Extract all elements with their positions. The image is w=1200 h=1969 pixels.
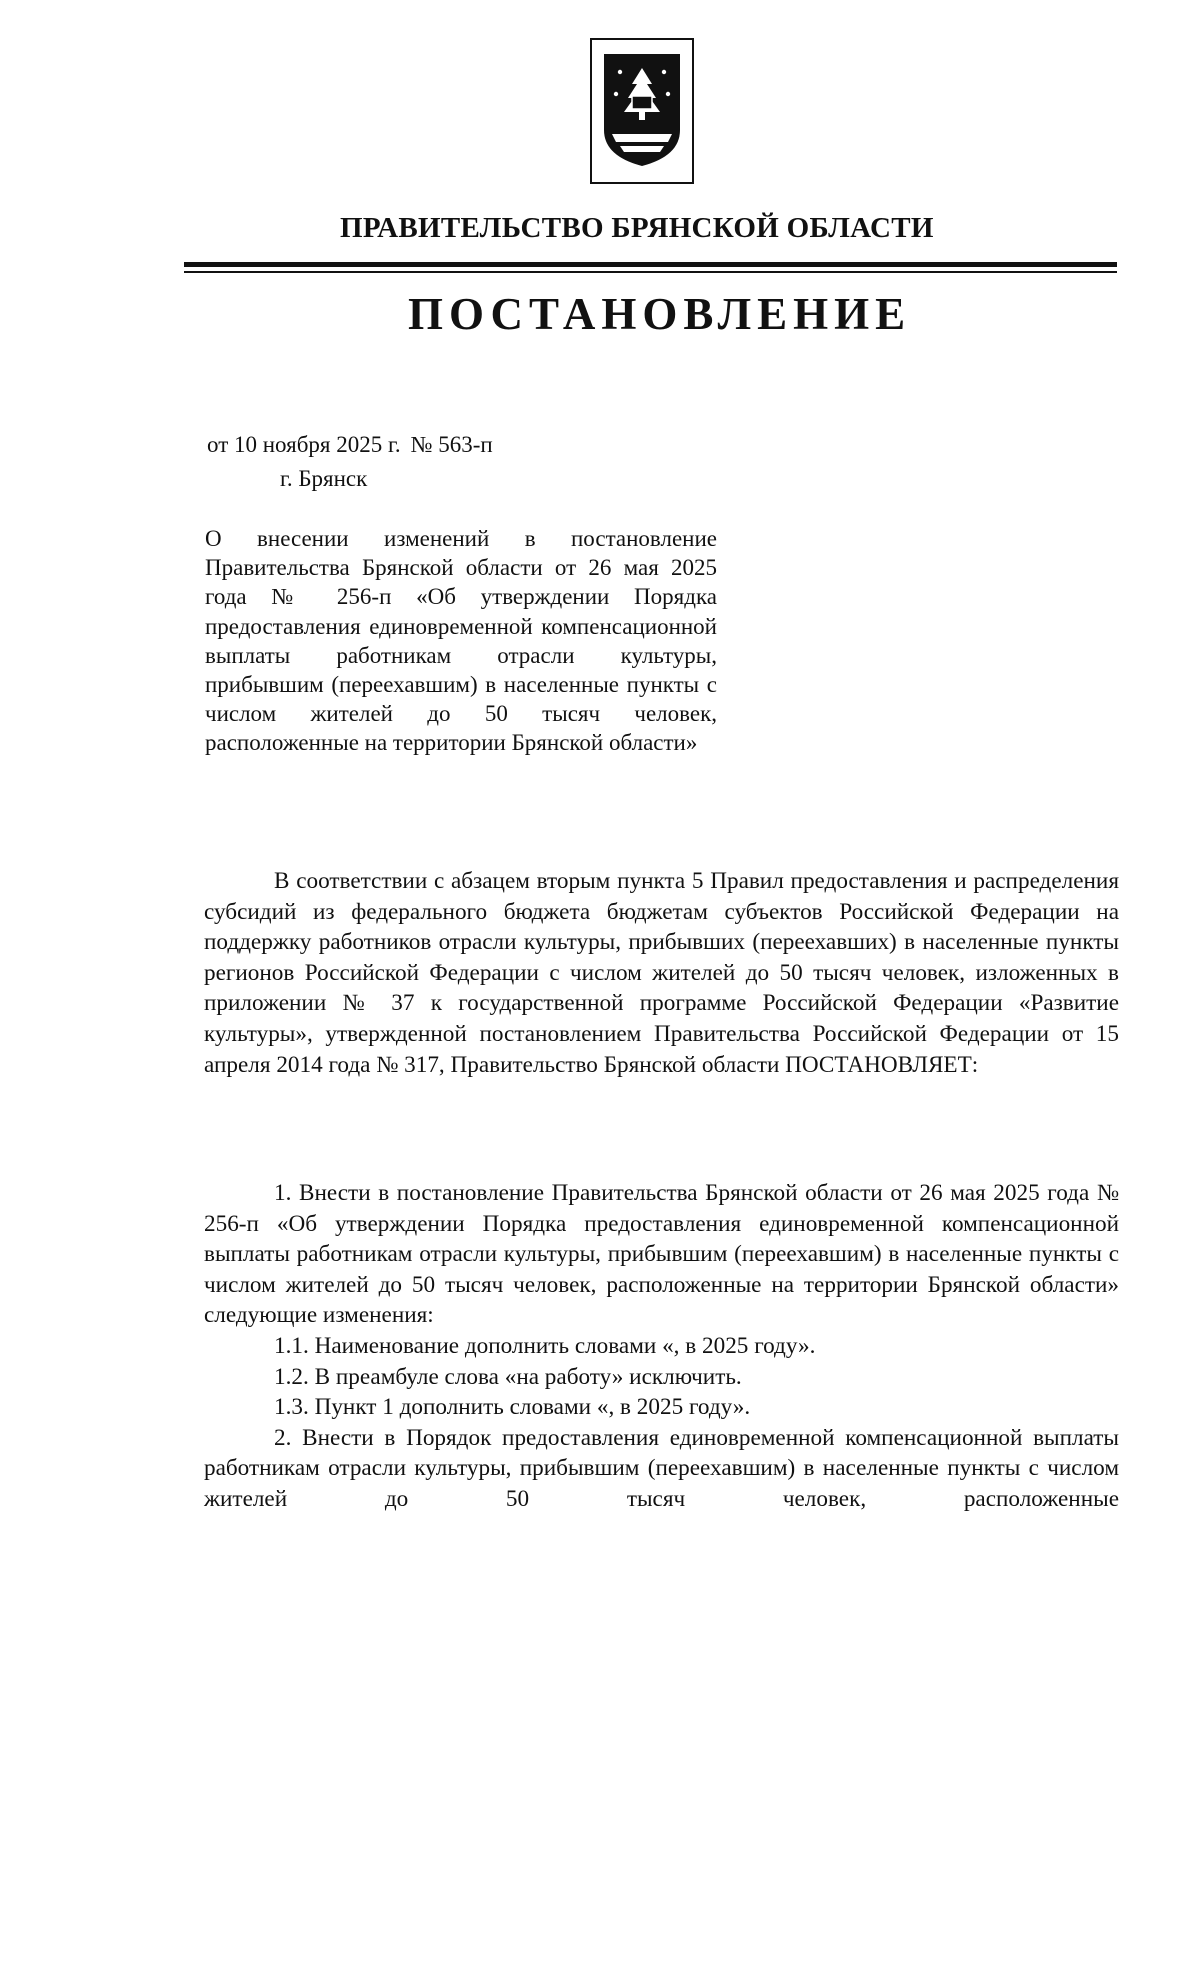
document-date: от 10 ноября 2025 г. (207, 432, 401, 457)
item-1: 1. Внести в постановление Правительства Брянской области от 26 мая 2025 года № 256-п «Об утверждении Порядка предоставления единовременной компенсационной выплаты работникам отрасли культуры, прибывшим (переехавшим) в населенные пункты с числом жителей до 50 тысяч человек, расположенные на территории Брянской области» следующие изменения: (204, 1180, 1119, 1329)
preamble-paragraph: В соответствии с абзацем вторым пункта 5 Правил предоставления и распределения субсидий из федерального бюджета бюджетам субъектов Российской Федерации на поддержку работников отрасли культуры, прибывших (переехавших) в населенные пункты регионов Российской Федерации с числом жителей до 50 тысяч человек, изложенных в приложении № 37 к государственной программе Российской Федерации «Развитие культуры», утвержденной постановлением Правительства Российской Федерации от 15 апреля 2014 года № 317, Правительство Брянской области ПОСТАНОВЛЯЕТ: (204, 868, 1119, 1078)
item-1-2: 1.2. В преамбуле слова «на работу» исключить. (274, 1363, 742, 1390)
document-number: № 563-п (410, 432, 493, 457)
item-1-1: 1.1. Наименование дополнить словами «, в 2025 году». (274, 1332, 816, 1359)
document-city: г. Брянск (280, 466, 368, 491)
coat-of-arms-icon (590, 38, 694, 184)
organization-title: ПРАВИТЕЛЬСТВО БРЯНСКОЙ ОБЛАСТИ (340, 212, 934, 244)
document-subject: О внесении изменений в постановление Правительства Брянской области от 26 мая 2025 года № 256-п «Об утверждении Порядка предоставления единовременной компенсационной выплаты работникам отрасли культуры, прибывшим (переехавшим) в населенные пункты с числом жителей до 50 тысяч человек, расположенные на территории Брянской области» (205, 526, 717, 756)
header-rule-thin (184, 271, 1117, 273)
header-rule-thick (184, 262, 1117, 267)
item-2: 2. Внести в Порядок предоставления единовременной компенсационной выплаты работникам отрасли культуры, прибывшим (переехавшим) в населенные пункты с числом жителей до 50 тысяч человек, расположенные (204, 1424, 1119, 1512)
resolution-items (204, 1178, 1119, 1515)
document-meta (207, 428, 493, 496)
item-1-3: 1.3. Пункт 1 дополнить словами «, в 2025 году». (274, 1394, 751, 1421)
document-type-heading: ПОСТАНОВЛЕНИЕ (408, 289, 912, 339)
